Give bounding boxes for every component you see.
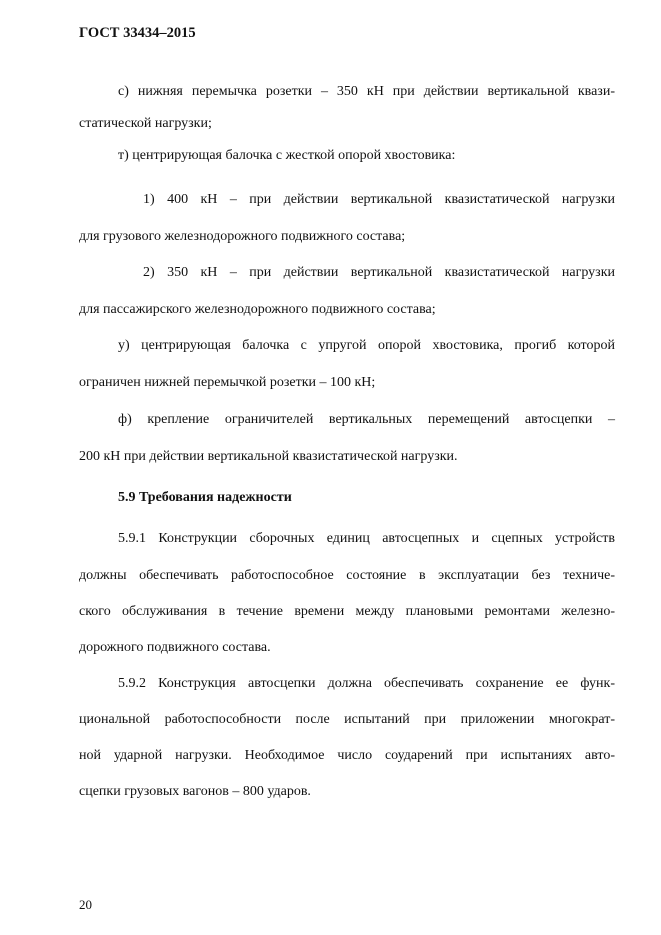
page-number: 20 [79, 897, 92, 912]
para-592-line-1: 5.9.2 Конструкция автосцепки должна обеспечивать сохранение ее функ- [118, 676, 615, 691]
subitem-2-line-1: 2) 350 кН – при действии вертикальной квазистатической нагрузки [143, 265, 615, 280]
item-f-line-2: 200 кН при действии вертикальной квазистатической нагрузки. [79, 449, 458, 464]
para-591-line-4: дорожного подвижного состава. [79, 640, 271, 655]
para-591-line-3: ского обслуживания в течение времени между плановыми ремонтами железно- [79, 604, 615, 619]
para-592-line-4: сцепки грузовых вагонов – 800 ударов. [79, 784, 311, 799]
item-u-line-1: у) центрирующая балочка с упругой опорой хвостовика, прогиб которой [118, 338, 615, 353]
subitem-1-line-1: 1) 400 кН – при действии вертикальной квазистатической нагрузки [143, 192, 615, 207]
item-t-line-1: т) центрирующая балочка с жесткой опорой хвостовика: [118, 148, 456, 163]
document-header: ГОСТ 33434–2015 [79, 25, 196, 41]
para-591-line-2: должны обеспечивать работоспособное состояние в эксплуатации без техниче- [79, 568, 615, 583]
subitem-1-line-2: для грузового железнодорожного подвижного состава; [79, 229, 406, 244]
section-heading: 5.9 Требования надежности [118, 490, 292, 505]
para-592-line-2: циональной работоспособности после испытаний при приложении многократ- [79, 712, 615, 727]
item-f-line-1: ф) крепление ограничителей вертикальных перемещений автосцепки – [118, 412, 615, 427]
subitem-2-line-2: для пассажирского железнодорожного подвижного состава; [79, 302, 436, 317]
item-s-line-1: с) нижняя перемычка розетки – 350 кН при действии вертикальной квази- [118, 84, 615, 99]
item-s-line-2: статической нагрузки; [79, 116, 212, 131]
para-592-line-3: ной ударной нагрузки. Необходимое число соударений при испытаниях авто- [79, 748, 615, 763]
item-u-line-2: ограничен нижней перемычкой розетки – 100 кН; [79, 375, 376, 390]
para-591-line-1: 5.9.1 Конструкции сборочных единиц автосцепных и сцепных устройств [118, 531, 615, 546]
